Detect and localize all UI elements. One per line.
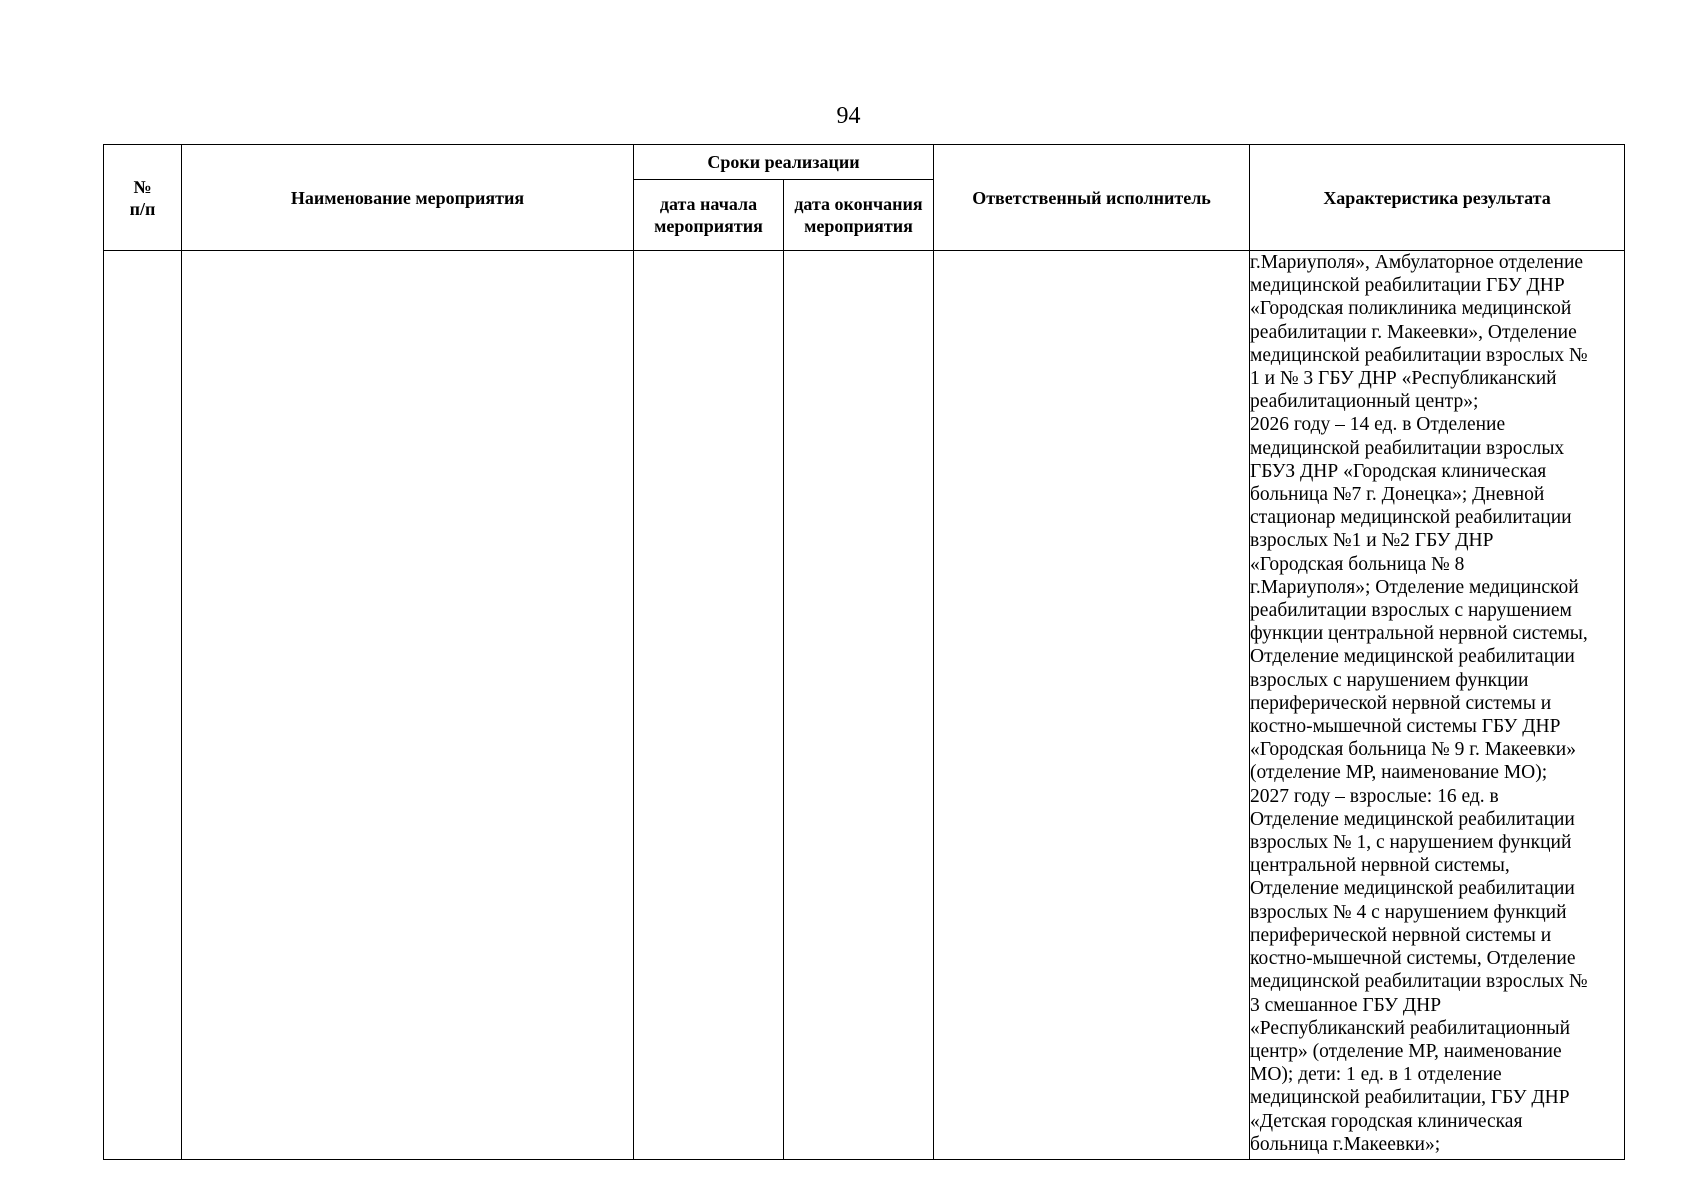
result-line: стационар медицинской реабилитации	[1250, 507, 1572, 529]
cell-start-date	[634, 251, 784, 1160]
cell-activity-name	[182, 251, 634, 1160]
result-line: периферической нервной системы и	[1250, 924, 1552, 946]
result-line: «Детская городская клиническая	[1250, 1110, 1523, 1132]
result-line: периферической нервной системы и	[1250, 692, 1552, 714]
result-line: реабилитации взрослых с нарушением	[1250, 600, 1572, 622]
cell-number	[104, 251, 182, 1160]
result-line: костно-мышечной системы ГБУ ДНР	[1250, 716, 1561, 738]
result-line: взрослых № 1, с нарушением функций	[1250, 832, 1572, 854]
result-line: взрослых № 4 с нарушением функций	[1250, 901, 1567, 923]
header-number	[104, 145, 182, 251]
result-line: (отделение МР, наименование МО);	[1250, 762, 1548, 784]
header-responsible: Ответственный исполнитель	[934, 145, 1250, 251]
cell-end-date	[784, 251, 934, 1160]
header-number-line1: №	[133, 176, 152, 197]
result-text	[1250, 251, 1624, 1156]
activities-table	[103, 144, 1625, 1160]
result-line: медицинской реабилитации, ГБУ ДНР	[1250, 1087, 1570, 1109]
result-line: 2026 году – 14 ед. в Отделение	[1250, 414, 1506, 436]
result-line: Отделение медицинской реабилитации	[1250, 646, 1575, 668]
result-line: взрослых №1 и №2 ГБУ ДНР	[1250, 530, 1494, 552]
result-line: 2027 году – взрослые: 16 ед. в	[1250, 785, 1499, 807]
result-line: «Городская больница № 8	[1250, 553, 1465, 575]
result-line: медицинской реабилитации взрослых №	[1250, 971, 1588, 993]
result-line: медицинской реабилитации взрослых	[1250, 437, 1565, 459]
cell-result	[1250, 251, 1625, 1160]
result-line: медицинской реабилитации взрослых №	[1250, 344, 1588, 366]
result-line: 1 и № 3 ГБУ ДНР «Республиканский	[1250, 368, 1557, 390]
header-implementation-period: Сроки реализации	[634, 145, 934, 180]
header-number-line2: п/п	[129, 198, 156, 219]
result-line: г.Мариуполя», Амбулаторное отделение	[1250, 252, 1584, 273]
header-result: Характеристика результата	[1250, 145, 1625, 251]
page-number: 94	[836, 103, 861, 129]
result-line: реабилитационный центр»;	[1250, 391, 1479, 413]
result-line: костно-мышечной системы, Отделение	[1250, 948, 1576, 970]
result-line: г.Мариуполя»; Отделение медицинской	[1250, 576, 1579, 598]
result-line: больница г.Макеевки»;	[1250, 1133, 1441, 1155]
header-end-date: дата окончания мероприятия	[784, 180, 934, 251]
result-line: ГБУЗ ДНР «Городская клиническая	[1250, 460, 1547, 482]
header-activity-name: Наименование мероприятия	[182, 145, 634, 251]
result-line: «Городская больница № 9 г. Макеевки»	[1250, 739, 1576, 761]
result-line: МО); дети: 1 ед. в 1 отделение	[1250, 1064, 1502, 1086]
result-line: медицинской реабилитации ГБУ ДНР	[1250, 275, 1565, 297]
result-line: Отделение медицинской реабилитации	[1250, 878, 1575, 900]
result-line: Отделение медицинской реабилитации	[1250, 808, 1575, 830]
result-line: «Республиканский реабилитационный	[1250, 1017, 1571, 1039]
result-line: больница №7 г. Донецка»; Дневной	[1250, 484, 1545, 506]
result-line: функции центральной нервной системы,	[1250, 623, 1588, 645]
result-line: взрослых с нарушением функции	[1250, 669, 1529, 691]
result-line: центральной нервной системы,	[1250, 855, 1510, 877]
header-start-date: дата начала мероприятия	[634, 180, 784, 251]
table-row	[104, 251, 1625, 1160]
result-line: «Городская поликлиника медицинской	[1250, 298, 1572, 320]
result-line: 3 смешанное ГБУ ДНР	[1250, 994, 1442, 1016]
result-line: центр» (отделение МР, наименование	[1250, 1040, 1562, 1062]
cell-responsible	[934, 251, 1250, 1160]
result-line: реабилитации г. Макеевки», Отделение	[1250, 321, 1577, 343]
